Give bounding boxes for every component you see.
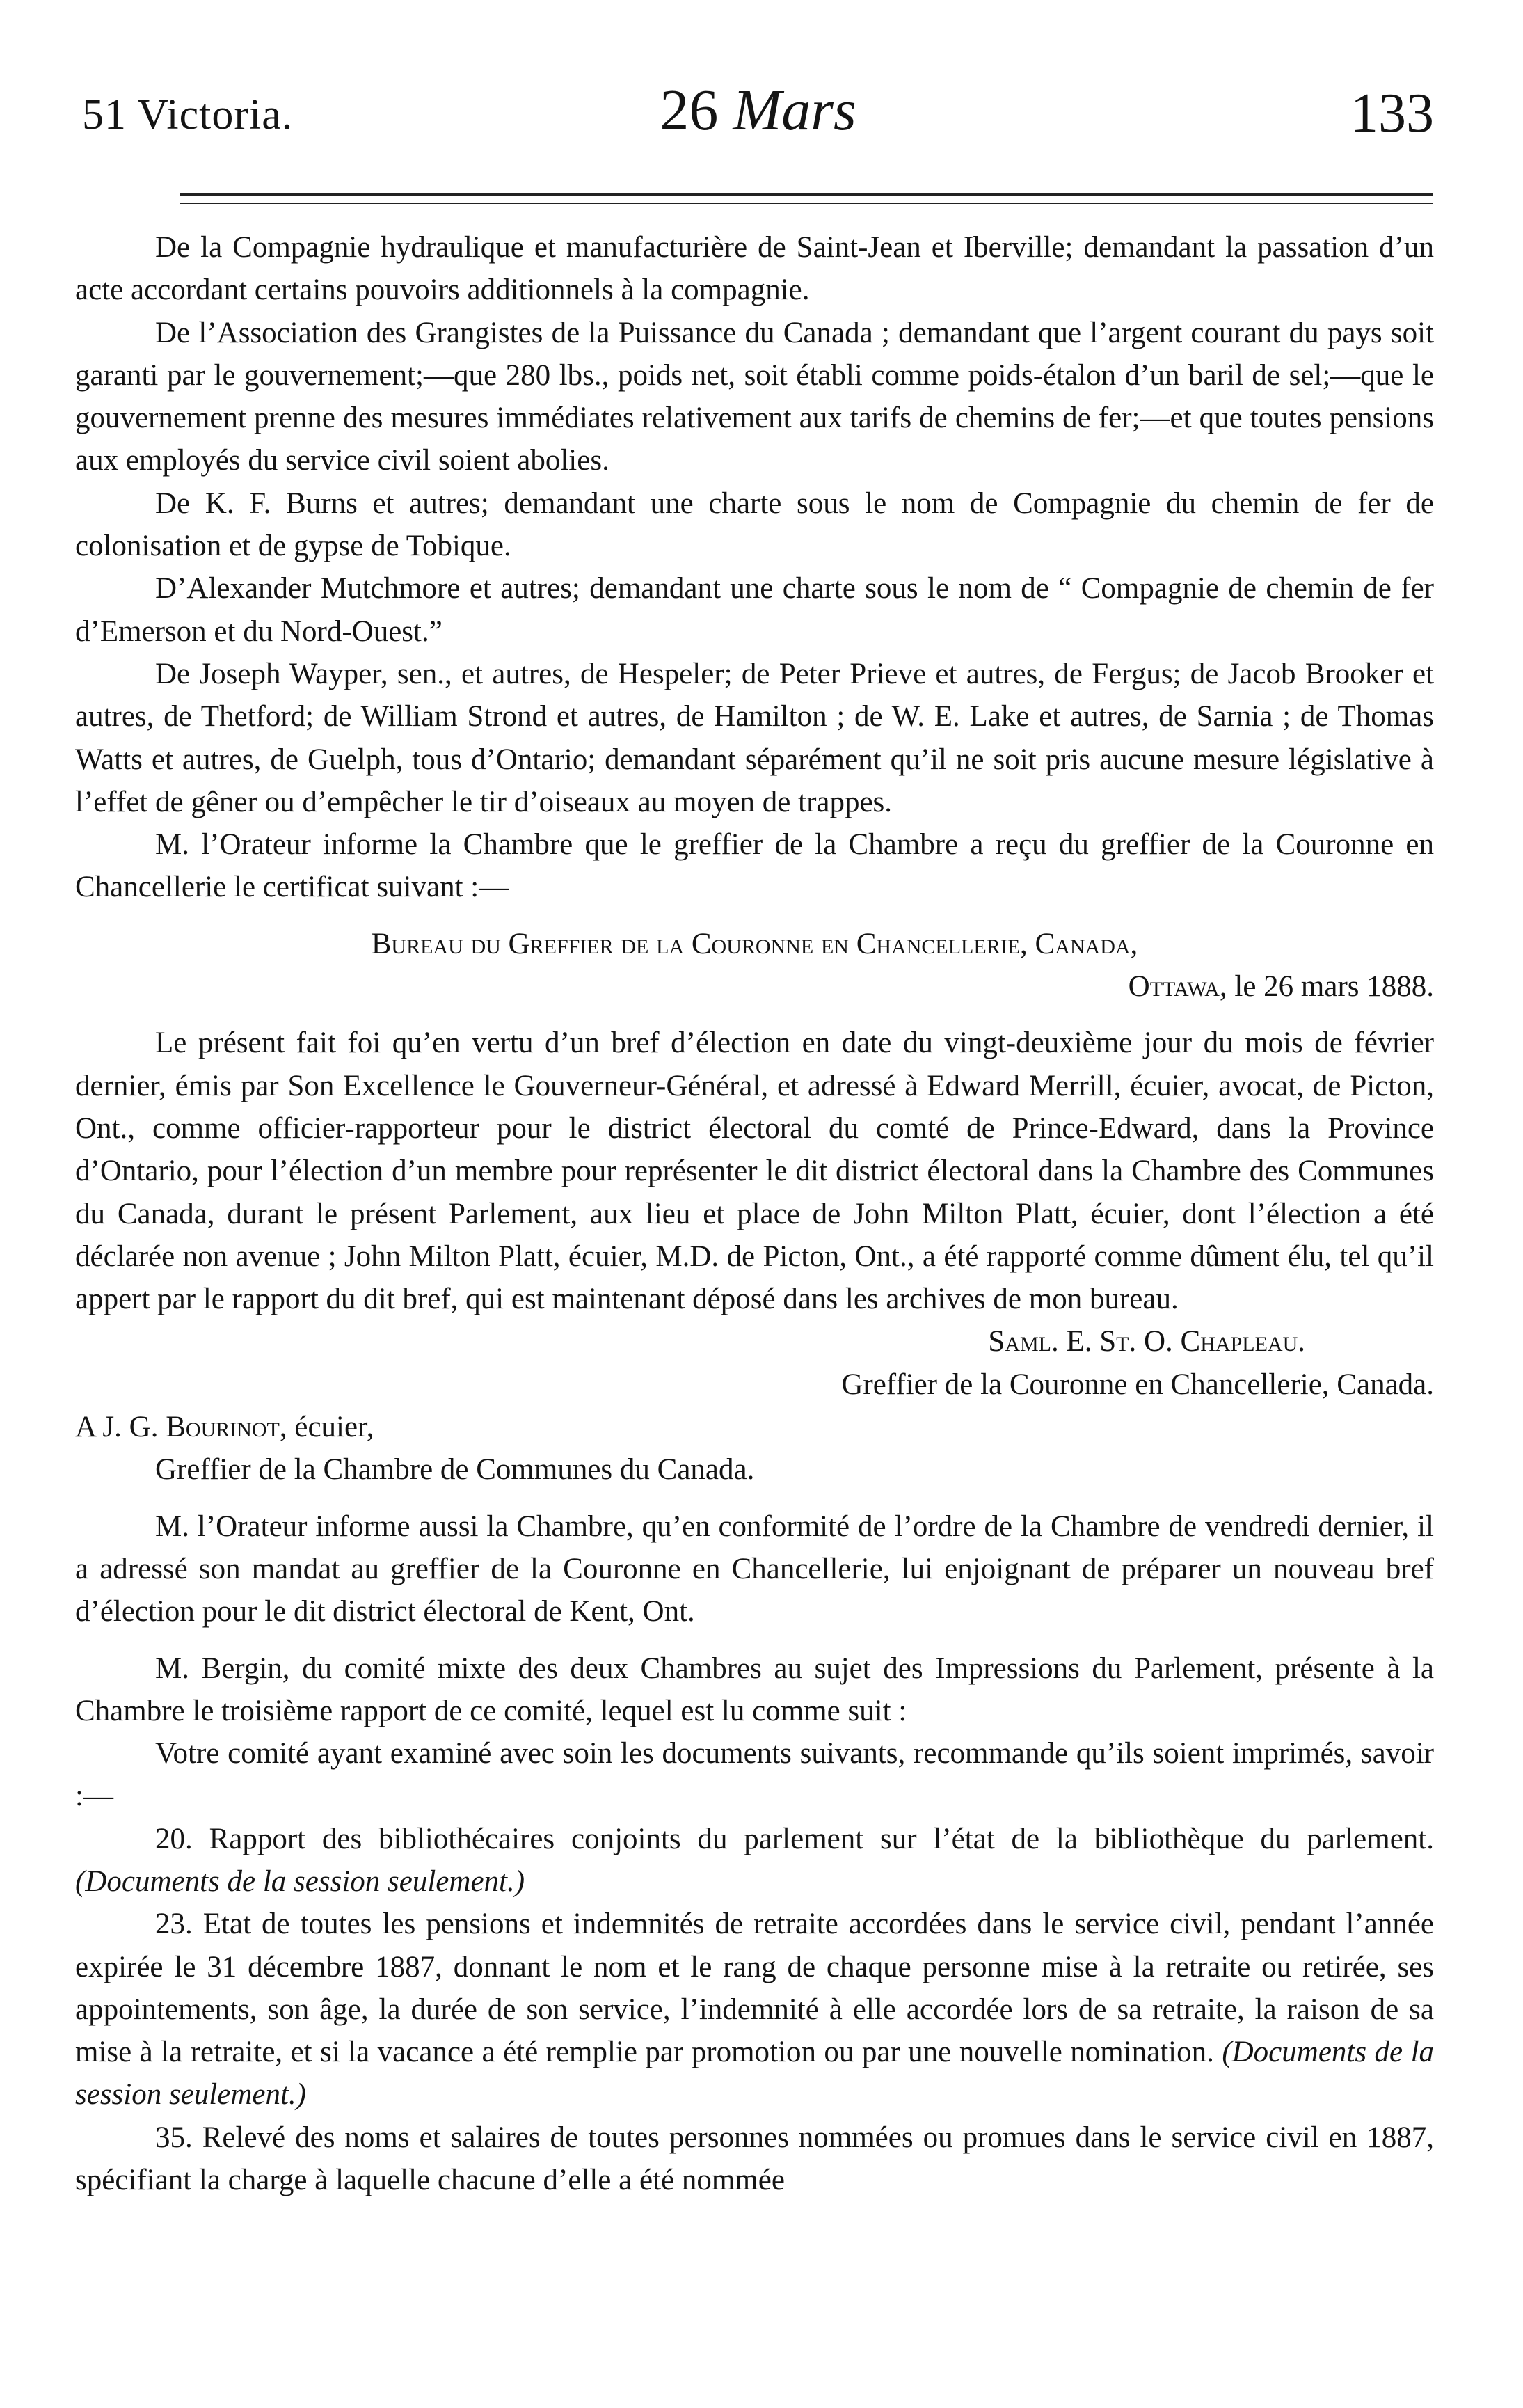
certificate-dateline (75, 965, 1434, 1008)
petition-paragraph: D’Alexander Mutchmore et autres; demandant une charte sous le nom de “ Compagnie de chemin de fer d’Emerson et du Nord-Ouest.” (75, 572, 1434, 648)
addressee-prefix: A J. G. (75, 1411, 159, 1444)
signature-title: Greffier de la Couronne en Chancellerie, Canada. (841, 1368, 1434, 1401)
addressee (75, 1406, 1434, 1448)
document-item (75, 1818, 1434, 1903)
addressee-rest: écuier, (294, 1411, 374, 1444)
document-body (75, 226, 1434, 2201)
committee-report-intro: M. Bergin, du comité mixte des deux Chambres au sujet des Impressions du Parlement, présente à la Chambre le troisième rapport de ce comité, lequel est lu comme suit : (75, 1651, 1434, 1727)
addressee-name: Bourinot, (166, 1411, 287, 1444)
page-number: 133 (1350, 83, 1434, 144)
speaker-announcement: M. l’Orateur informe aussi la Chambre, qu’en conformité de l’ordre de la Chambre de vendredi dernier, il a adressé son mandat au greffier de la Couronne en Chancellerie, lui enjoignant de préparer un nouveau bref d’élection pour le dit district électoral de Kent, Ont. (75, 1510, 1434, 1629)
petition-paragraph: De K. F. Burns et autres; demandant une charte sous le nom de Compagnie du chemin de fer de colonisation et de gypse de Tobique. (75, 486, 1434, 563)
petition-paragraph: De Joseph Wayper, sen., et autres, de Hespeler; de Peter Prieve et autres, de Fergus; de Jacob Brooker et autres, de Thetford; de William Strond et autres, de Hamilton ; de W. E. Lake et autres, de Sarnia ; de Thomas Watts et autres, de Guelph, tous d’Ontario; demandant séparément qu’il ne soit pris aucune mesure législative à l’effet de gêner ou d’empêcher le tir d’oiseaux au moyen de trappes. (75, 657, 1434, 818)
header-month: Mars (733, 78, 856, 143)
committee-recommendation: Votre comité ayant examiné avec soin les documents suivants, recommande qu’ils soient imprimés, savoir :— (75, 1737, 1434, 1813)
header-session: 51 Victoria. (82, 91, 294, 138)
header-rule (180, 193, 1433, 204)
signature-name: Saml. E. St. O. Chapleau. (988, 1325, 1305, 1359)
page-header (82, 77, 1434, 160)
petition-paragraph: De l’Association des Grangistes de la Puissance du Canada ; demandant que l’argent courant du pays soit garanti par le gouvernement;—que 280 lbs., poids net, soit établi comme poids-étalon d’un baril de sel;—que le gouvernement prenne des mesures immédiates relativement aux tarifs de chemins de fer;—et que toutes pensions aux employés du service civil soient abolies. (75, 316, 1434, 477)
speaker-announcement: M. l’Orateur informe la Chambre que le greffier de la Chambre a reçu du greffier de la Couronne en Chancellerie le certificat suivant :— (75, 828, 1434, 904)
petition-paragraph: De la Compagnie hydraulique et manufacturière de Saint-Jean et Iberville; demandant la passation d’un acte accordant certains pouvoirs additionnels à la compagnie. (75, 231, 1434, 307)
header-day: 26 (660, 78, 719, 143)
document-item: 35. Relevé des noms et salaires de toutes personnes nommées ou promues dans le service civil en 1887, spécifiant la charge à laquelle chacune d’elle a été nommée (75, 2121, 1434, 2197)
document-item-text: 23. Etat de toutes les pensions et indemnités de retraite accordées dans le service civil, pendant l’année expirée le 31 décembre 1887, donnant le nom et le rang de chaque personne mise à la retraite ou retirée, ses appointements, son âge, la durée de son service, l’indemnité à elle accordée lors de sa retraite, la raison de sa mise à la retraite, et si la vacance a été remplie par promotion ou par une nouvelle nomination. (75, 1908, 1434, 2069)
certificate-heading: Bureau du Greffier de la Couronne en Chancellerie, Canada, (371, 927, 1138, 960)
certificate-text: Le présent fait foi qu’en vertu d’un bref d’élection en date du vingt-deuxième jour du mois de février dernier, émis par Son Excellence le Gouverneur-Général, et adressé à Edward Merrill, écuier, avocat, de Picton, Ont., comme officier-rapporteur pour le district électoral du comté de Prince-Edward, dans la Province d’Ontario, pour l’élection d’un membre pour représenter le dit district électoral dans la Chambre des Communes du Canada, durant le présent Parlement, aux lieu et place de John Milton Platt, écuier, dont l’élection a été déclarée non avenue ; John Milton Platt, écuier, M.D. de Picton, Ont., a été rapporté comme dûment élu, tel qu’il appert par le rapport du dit bref, qui est maintenant déposé dans les archives de mon bureau. (75, 1027, 1434, 1316)
dateline-date: le 26 mars 1888. (1234, 970, 1434, 1004)
document-item-note: (Documents de la session seulement.) (75, 2036, 1435, 2112)
document-item-note: (Documents de la session seulement.) (75, 1864, 525, 1898)
document-item-text: 20. Rapport des bibliothécaires conjoints du parlement sur l’état de la bibliothèque du parlement. (155, 1822, 1434, 1855)
header-date (82, 77, 1434, 144)
dateline-place: Ottawa, (1128, 970, 1227, 1004)
document-item (75, 1903, 1434, 2116)
addressee-title: Greffier de la Chambre de Communes du Canada. (155, 1453, 755, 1487)
